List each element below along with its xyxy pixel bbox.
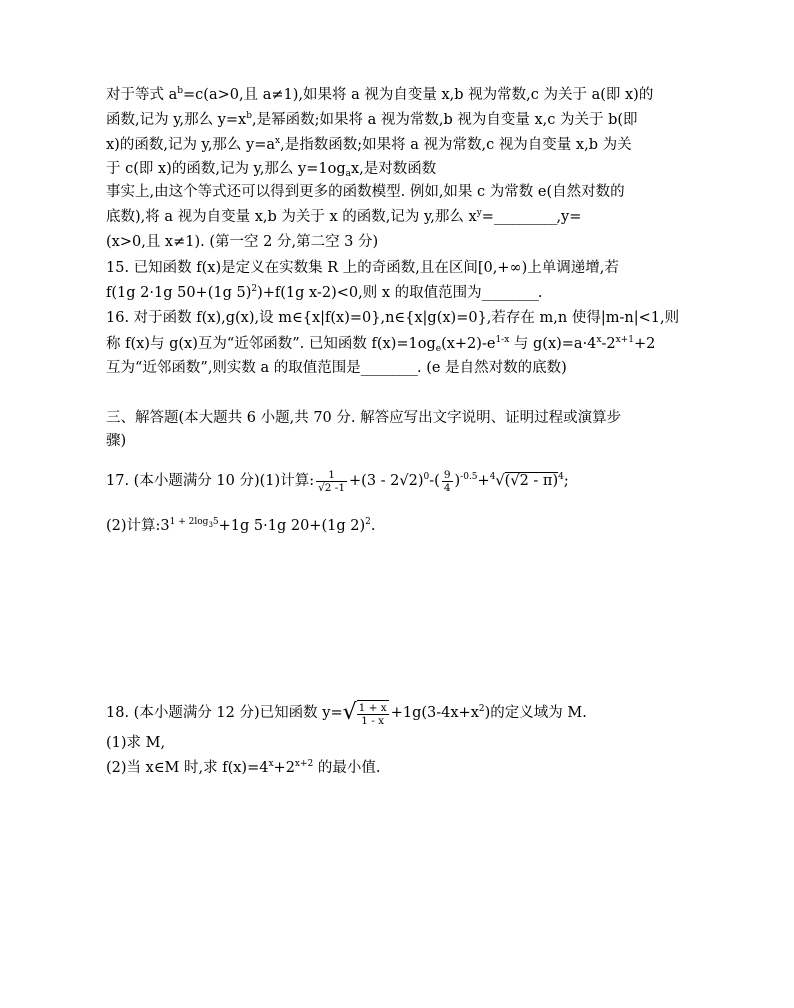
text-run: =c(a>0,且 a≠1),如果将 a 视为自变量 x,b 视为常数,c 为关于 a(即 x)的 <box>183 87 654 103</box>
intro-line-5 <box>106 181 625 203</box>
superscript: x <box>275 136 281 146</box>
text-run: √ <box>495 473 505 489</box>
text-run: +2 <box>273 760 295 776</box>
fraction-denominator: 1 - x <box>361 714 385 727</box>
text-run: (2)当 x∈M 时,求 f(x)=4 <box>106 760 269 776</box>
intro-line-4 <box>106 158 436 180</box>
radical-fraction <box>343 700 391 727</box>
superscript: x+2 <box>294 759 314 769</box>
radical-sign: √ <box>342 700 357 725</box>
fraction-numerator: 1 + x <box>358 701 387 714</box>
superscript: 4 <box>558 472 564 482</box>
text-run: = <box>481 209 494 225</box>
text-run: +1g 5·1g 20+(1g 2) <box>218 518 366 534</box>
text-run: ,是指数函数;如果将 a 视为常数,c 视为自变量 x,b 为关 <box>280 137 632 153</box>
superscript: 5 <box>212 517 219 527</box>
superscript: -0.5 <box>460 472 478 482</box>
subscript: a <box>345 169 351 179</box>
fraction-numerator: 9 <box>443 468 451 481</box>
superscript: 4 <box>489 472 496 482</box>
problem-15-line-2 <box>106 282 542 304</box>
text-run: +2 <box>633 336 656 352</box>
text-run: +1g(3-4x+x <box>390 705 479 721</box>
text-run: 与 g(x)=a·4 <box>509 336 597 352</box>
intro-line-3 <box>106 134 632 156</box>
text-run: )的定义域为 M. <box>484 705 587 721</box>
problem-18-part-2 <box>106 757 380 779</box>
text-run: 三、解答题(本大题共 6 小题,共 70 分. 解答应写出文字说明、证明过程或演算步 <box>106 410 622 426</box>
intro-line-7 <box>106 231 378 253</box>
superscript-subscript: 3 <box>208 521 213 529</box>
superscript: x <box>268 759 274 769</box>
text-run: -2 <box>601 336 616 352</box>
text-run: ; <box>563 473 569 489</box>
superscript: 0 <box>423 472 430 482</box>
text-run: 互为“近邻函数”,则实数 a 的取值范围是 <box>106 360 361 376</box>
superscript: 2 <box>365 517 371 527</box>
superscript: 2 <box>251 284 258 294</box>
answer-blank: _________ <box>360 360 418 376</box>
problem-16-line-1 <box>106 307 679 329</box>
text-run: (x+2)-e <box>441 336 496 352</box>
superscript: x+1 <box>615 335 634 345</box>
intro-line-6 <box>106 206 581 228</box>
text-run: 18. (本小题满分 12 分)已知函数 y= <box>106 705 343 721</box>
problem-17-part-2 <box>106 515 375 537</box>
problem-18-stem <box>106 696 587 730</box>
answer-blank: __________ <box>493 209 557 225</box>
text-run: 称 f(x)与 g(x)互为“近邻函数”. 已知函数 f(x)=1og <box>106 336 436 352</box>
problem-16-line-3 <box>106 357 567 379</box>
superscript: 2 <box>478 704 485 714</box>
answer-blank: _________ <box>481 285 538 301</box>
problem-17-part-1 <box>106 464 569 498</box>
text-run: (x>0,且 x≠1). (第一空 2 分,第二空 3 分) <box>106 234 379 250</box>
text-run: x)的函数,记为 y,那么 y=a <box>106 137 276 153</box>
text-run: 对于等式 a <box>106 87 178 103</box>
text-run: 事实上,由这个等式还可以得到更多的函数模型. 例如,如果 c 为常数 e(自然对数的 <box>106 184 625 200</box>
text-run: 于 c(即 x)的函数,记为 y,那么 y=1og <box>106 161 346 177</box>
superscript: 1 + 2log <box>169 517 209 527</box>
text-run: 的最小值. <box>313 760 381 776</box>
text-run: )+f(1g x-2)<0,则 x 的取值范围为 <box>257 285 482 301</box>
superscript: 1-x <box>495 335 510 345</box>
text-run: 15. 已知函数 f(x)是定义在实数集 R 上的奇函数,且在区间[0,+∞)上单调递增,若 <box>106 260 619 276</box>
text-run: -( <box>429 473 440 489</box>
text-run: 16. 对于函数 f(x),g(x),设 m∈{x|f(x)=0},n∈{x|g(x)=0},若存在 m,n 使得|m-n|<1,则 <box>106 310 680 326</box>
radicand-overline: (√2 - π) <box>504 473 559 489</box>
fraction <box>316 469 347 494</box>
problem-18-part-1 <box>106 732 165 754</box>
superscript: b <box>177 86 184 96</box>
problem-15-line-1 <box>106 257 619 279</box>
superscript: x <box>596 335 602 345</box>
fraction <box>357 700 389 727</box>
text-run: . <box>370 518 376 534</box>
text-run: +(3 - 2√2) <box>349 473 424 489</box>
text-run: x,是对数函数 <box>351 161 437 177</box>
text-run: ) <box>454 473 461 489</box>
fraction-numerator: 1 <box>316 469 347 482</box>
fraction-denominator: √2 -1 <box>318 481 346 494</box>
text-run: (1)求 M, <box>106 735 166 751</box>
text-run: 函数,记为 y,那么 y=x <box>106 112 247 128</box>
section-3-heading <box>106 407 621 429</box>
text-run: + <box>477 473 490 489</box>
text-run: . <box>537 285 543 301</box>
fraction <box>442 469 453 494</box>
intro-line-1 <box>106 84 653 106</box>
text-run: ,y= <box>556 209 582 225</box>
fraction-denominator: 4 <box>443 481 451 494</box>
text-run: ,是幂函数;如果将 a 视为常数,b 视为自变量 x,c 为关于 b(即 <box>252 112 638 128</box>
section-3-heading-cont <box>106 430 126 452</box>
subscript: e <box>435 344 442 354</box>
text-run: 骤) <box>106 433 127 449</box>
text-run: 底数),将 a 视为自变量 x,b 为关于 x 的函数,记为 y,那么 x <box>106 209 477 225</box>
intro-line-2 <box>106 109 638 131</box>
superscript: b <box>246 111 252 121</box>
text-run: 17. (本小题满分 10 分)(1)计算: <box>106 473 315 489</box>
text-run: (2)计算:3 <box>106 518 170 534</box>
text-run: f(1g 2·1g 50+(1g 5) <box>106 285 252 301</box>
text-run: . (e 是自然对数的底数) <box>417 360 567 376</box>
problem-16-line-2 <box>106 333 655 355</box>
superscript: y <box>476 208 482 218</box>
